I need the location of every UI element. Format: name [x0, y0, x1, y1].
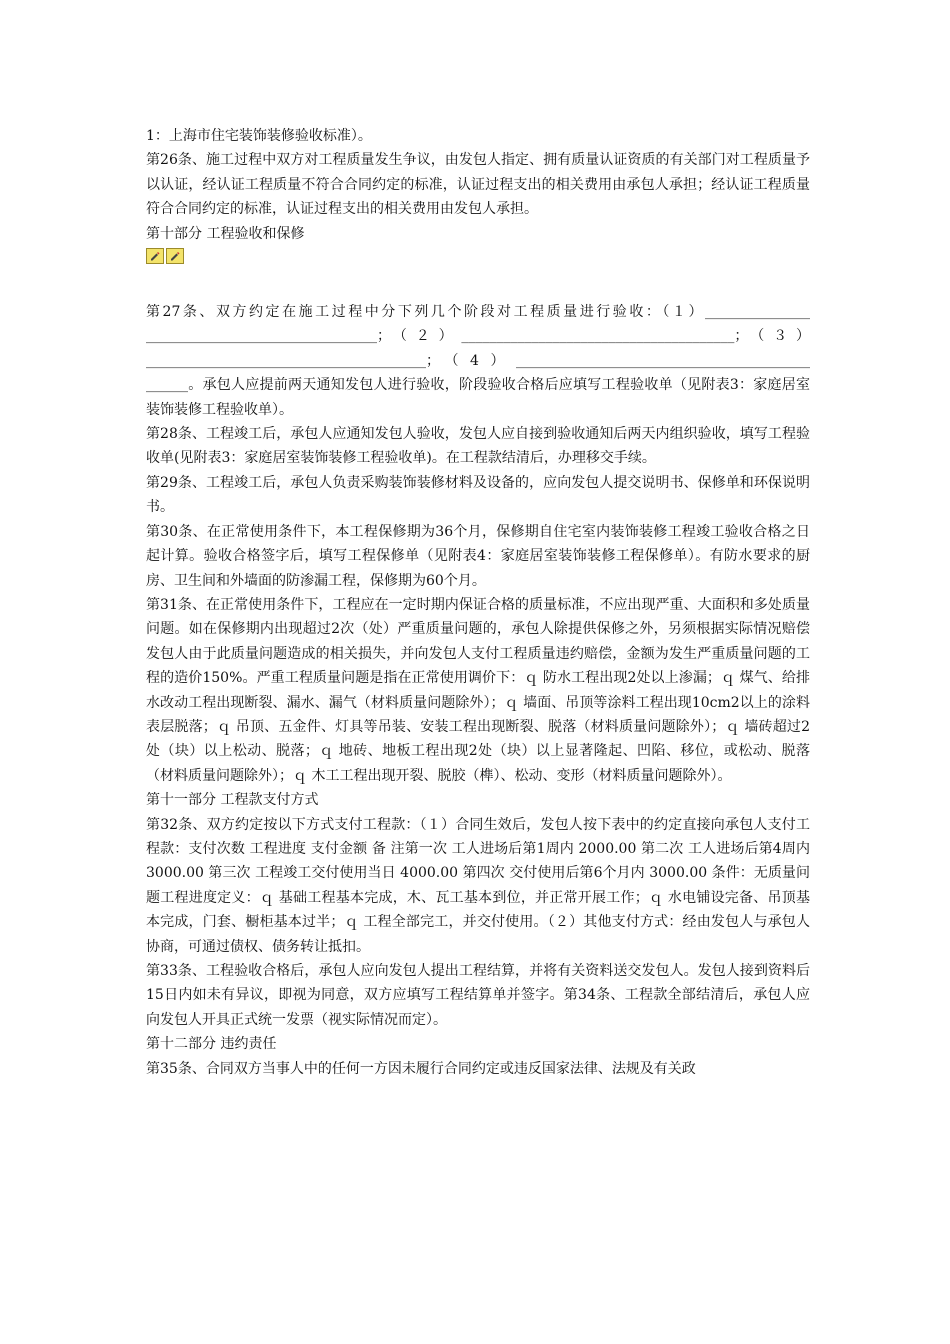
article-31: 第31条、在正常使用条件下，工程应在一定时期内保证合格的质量标准，不应出现严重、大面积和多处质量问题。如在保修期内出现超过2次（处）严重质量问题的，承包人除提供保修之外，另须根据实际情况赔偿发包人由于此质量问题造成的相关损失，并向发包人支付工程质量违约赔偿，金额为发生严重质量问题的工程的造价150%。严重工程质量问题是指在正常使用调价下：ｑ 防水工程出现2处以上渗漏；ｑ 煤气、给排水改动工程出现断裂、漏水、漏气（材料质量问题除外）；ｑ 墙面、吊顶等涂料工程出现10cm2以上的涂料表层脱落；ｑ 吊顶、五金件、灯具等吊装、安装工程出现断裂、脱落（材料质量问题除外）；ｑ 墙砖超过2处（块）以上松动、脱落；ｑ 地砖、地板工程出现2处（块）以上显著隆起、凹陷、移位，或松动、脱落（材料质量问题除外）；ｑ 木工工程出现开裂、脱胶（榫）、松动、变形（材料质量问题除外）。	[146, 596, 810, 784]
edit-icon[interactable]	[146, 248, 164, 264]
section-heading-10: 第十部分 工程验收和保修	[146, 225, 305, 242]
article-26: 第26条、施工过程中双方对工程质量发生争议，由发包人指定、拥有质量认证资质的有关部门对工程质量予以认证，经认证工程质量不符合合同约定的标准，认证过程支出的相关费用由承包人承担；经认证工程质量符合合同约定的标准，认证过程支出的相关费用由发包人承担。	[146, 152, 810, 218]
section-heading-11: 第十一部分 工程款支付方式	[146, 792, 319, 809]
paragraph-intro: 1：上海市住宅装饰装修验收标准）。	[146, 128, 372, 144]
spacer	[146, 270, 810, 300]
article-29: 第29条、工程竣工后，承包人负责采购装饰装修材料及设备的，应向发包人提交说明书、保修单和环保说明书。	[146, 474, 810, 516]
edit-icon[interactable]	[166, 248, 184, 264]
article-27: 第27条、双方约定在施工过程中分下列几个阶段对工程质量进行验收：（１）_______________ _________________________________；（２）_______________________________________；（３）________________________________________；（4）__________________________________________ ______。承包人应提前两天通知发包人进行验收，阶段验收合格后应填写工程验收单（见附表3：家庭居室装饰装修工程验收单）。	[146, 304, 810, 418]
article-33: 第33条、工程验收合格后，承包人应向发包人提出工程结算，并将有关资料送交发包人。发包人接到资料后15日内如未有异议，即视为同意，双方应填写工程结算单并签字。第34条、工程款全部结清后，承包人应向发包人开具正式统一发票（视实际情况而定）。	[146, 963, 810, 1028]
section-heading-12: 第十二部分 违约责任	[146, 1036, 277, 1053]
document-page	[146, 124, 810, 1081]
article-35: 第35条、合同双方当事人中的任何一方因未履行合同约定或违反国家法律、法规及有关政	[146, 1060, 696, 1077]
article-30: 第30条、在正常使用条件下，本工程保修期为36个月，保修期自住宅室内装饰装修工程竣工验收合格之日起计算。验收合格签字后，填写工程保修单（见附表4：家庭居室装饰装修工程保修单）。有防水要求的厨房、卫生间和外墙面的防渗漏工程，保修期为60个月。	[146, 523, 810, 589]
icon-toolbar	[146, 248, 810, 270]
article-32: 第32条、双方约定按以下方式支付工程款：（１）合同生效后，发包人按下表中的约定直接向承包人支付工程款：支付次数 工程进度 支付金额 备 注第一次 工人进场后第1周内 2000.00 第二次 工人进场后第4周内 3000.00 第三次 工程竣工交付使用当日 4000.00 第四次 交付使用后第6个月内 3000.00 条件：无质量问题工程进度定义：ｑ 基础工程基本完成，木、瓦工基本到位，并正常开展工作；ｑ 水电铺设完备、吊顶基本完成，门套、橱柜基本过半；ｑ 工程全部完工，并交付使用。（２）其他支付方式：经由发包人与承包人协商，可通过债权、债务转让抵扣。	[146, 816, 810, 955]
article-28: 第28条、工程竣工后，承包人应通知发包人验收，发包人应自接到验收通知后两天内组织验收，填写工程验收单(见附表3：家庭居室装饰装修工程验收单)。在工程款结清后，办理移交手续。	[146, 426, 810, 467]
